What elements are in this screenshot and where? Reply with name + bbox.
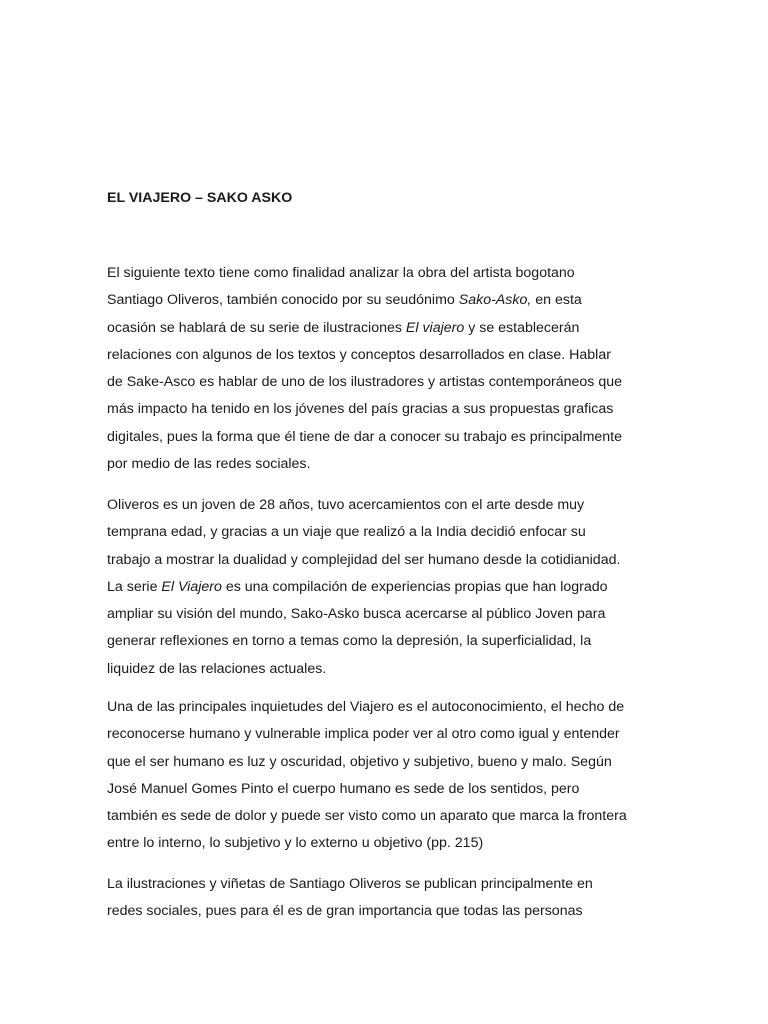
paragraph-3	[107, 694, 627, 858]
italic-text: El viajero	[405, 319, 465, 336]
text-segment: trabajo a mostrar la dualidad y complejidad del ser humano desde la cotidianidad.	[107, 551, 621, 568]
paragraph-2	[107, 492, 620, 683]
text-segment: también es sede de dolor y puede ser visto como un aparato que marca la frontera	[107, 808, 627, 825]
text-segment: ampliar su visión del mundo, Sako-Asko busca acercarse al público Joven para	[107, 606, 606, 623]
text-segment: redes sociales, pues para él es de gran importancia que todas las personas	[107, 903, 583, 920]
text-line	[107, 601, 620, 628]
text-line	[107, 287, 622, 314]
text-line	[107, 315, 622, 342]
text-line	[107, 776, 627, 803]
italic-text: Sako-Asko,	[458, 292, 532, 309]
text-line	[107, 871, 593, 898]
text-line	[107, 451, 622, 478]
text-segment: digitales, pues la forma que él tiene de dar a conocer su trabajo es principalmente	[107, 428, 622, 445]
text-line	[107, 396, 622, 423]
text-line	[107, 749, 627, 776]
text-segment: que el ser humano es luz y oscuridad, objetivo y subjetivo, bueno y malo. Según	[107, 753, 612, 770]
text-line	[107, 628, 620, 655]
text-segment: entre lo interno, lo subjetivo y lo externo u objetivo (pp. 215)	[107, 835, 484, 852]
text-line	[107, 369, 622, 396]
text-line	[107, 492, 620, 519]
text-segment: y se establecerán	[464, 319, 580, 336]
text-segment: La ilustraciones y viñetas de Santiago Oliveros se publican principalmente en	[107, 876, 593, 892]
text-line	[107, 721, 627, 748]
italic-text: El Viajero	[161, 578, 222, 595]
paragraph-4	[107, 871, 593, 926]
text-segment: José Manuel Gomes Pinto el cuerpo humano es sede de los sentidos, pero	[107, 780, 580, 797]
text-segment: en esta	[531, 292, 582, 309]
text-segment: El siguiente texto tiene como finalidad analizar la obra del artista bogotano	[107, 265, 575, 281]
text-segment: es una compilación de experiencias propias que han logrado	[221, 578, 608, 595]
text-segment: liquidez de las relaciones actuales.	[107, 660, 327, 677]
text-line	[107, 342, 622, 369]
text-segment: temprana edad, y gracias a un viaje que realizó a la India decidió enfocar su	[107, 524, 586, 541]
text-line	[107, 898, 593, 925]
text-segment: reconocerse humano y vulnerable implica poder ver al otro como igual y entender	[107, 726, 620, 743]
text-segment: de Sake-Asco es hablar de uno de los ilustradores y artistas contemporáneos que	[107, 374, 622, 391]
text-line	[107, 547, 620, 574]
text-segment: Oliveros es un joven de 28 años, tuvo acercamientos con el arte desde muy	[107, 497, 585, 513]
text-line	[107, 519, 620, 546]
paragraph-1	[107, 260, 622, 478]
text-segment: Una de las principales inquietudes del Viajero es el autoconocimiento, el hecho de	[107, 699, 625, 715]
text-line	[107, 803, 627, 830]
document-title: EL VIAJERO – SAKO ASKO	[107, 190, 293, 206]
text-line	[107, 694, 627, 721]
text-line	[107, 830, 627, 857]
text-line	[107, 574, 620, 601]
text-segment: La serie	[107, 578, 162, 595]
text-segment: relaciones con algunos de los textos y conceptos desarrollados en clase. Hablar	[107, 346, 611, 363]
text-segment: generar reflexiones en torno a temas como la depresión, la superficialidad, la	[107, 633, 592, 650]
text-line	[107, 656, 620, 683]
text-segment: Santiago Oliveros, también conocido por su seudónimo	[107, 292, 459, 309]
text-line	[107, 260, 622, 287]
text-segment: más impacto ha tenido en los jóvenes del país gracias a sus propuestas graficas	[107, 401, 614, 418]
text-line	[107, 424, 622, 451]
text-segment: ocasión se hablará de su serie de ilustraciones	[107, 319, 406, 336]
text-segment: por medio de las redes sociales.	[107, 456, 311, 473]
